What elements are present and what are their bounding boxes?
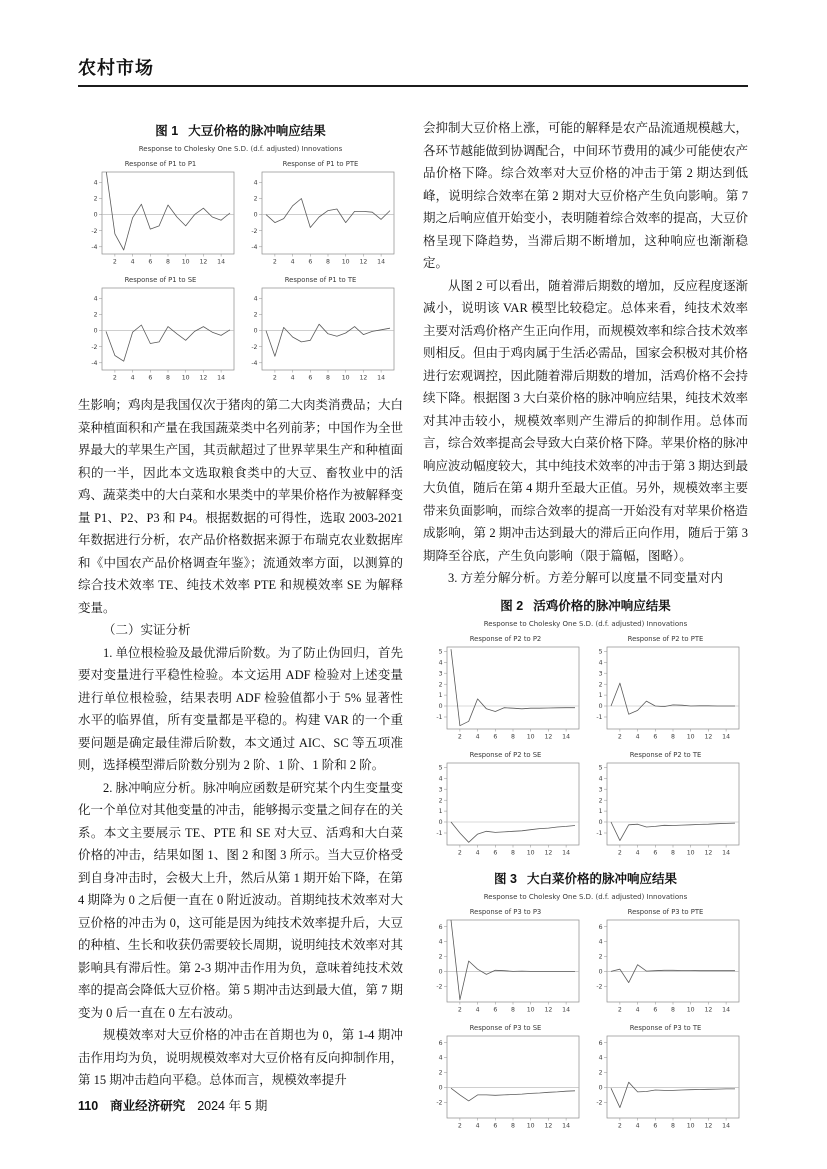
svg-text:4: 4 xyxy=(635,1122,640,1129)
figure-1-caption-label: 图 1 xyxy=(155,124,179,138)
subplot-response-of-p2-to-se xyxy=(430,747,582,861)
svg-text:14: 14 xyxy=(376,374,385,381)
figure-1-chart-grid xyxy=(78,156,403,386)
svg-text:4: 4 xyxy=(253,295,257,303)
svg-text:10: 10 xyxy=(181,374,190,381)
svg-text:12: 12 xyxy=(198,374,207,381)
svg-text:6: 6 xyxy=(147,258,152,265)
svg-text:6: 6 xyxy=(438,923,442,931)
right-paragraph-3: 3. 方差分解分析。方差分解可以度量不同变量对内 xyxy=(448,571,724,585)
figure-2-chart-grid xyxy=(423,631,748,861)
svg-text:2: 2 xyxy=(457,1006,462,1013)
header-rule xyxy=(78,85,748,87)
svg-text:4: 4 xyxy=(475,1122,480,1129)
svg-text:0: 0 xyxy=(438,1084,442,1091)
svg-text:4: 4 xyxy=(475,849,480,856)
svg-text:0: 0 xyxy=(598,968,602,975)
svg-text:12: 12 xyxy=(703,1122,712,1129)
svg-text:6: 6 xyxy=(652,733,657,740)
svg-text:3: 3 xyxy=(598,669,602,677)
svg-text:1: 1 xyxy=(598,807,602,815)
subplot-title: Response of P2 to TE xyxy=(629,750,702,759)
svg-text:2: 2 xyxy=(598,953,602,961)
svg-text:8: 8 xyxy=(325,258,330,265)
svg-text:10: 10 xyxy=(686,1006,695,1013)
page-footer xyxy=(78,1096,267,1114)
svg-text:2: 2 xyxy=(438,1069,442,1077)
svg-text:0: 0 xyxy=(598,818,602,826)
svg-text:2: 2 xyxy=(617,1122,622,1129)
svg-text:-4: -4 xyxy=(90,243,97,251)
subplot-title: Response of P3 to PTE xyxy=(627,907,704,916)
figure-2-caption xyxy=(423,596,748,614)
svg-text:2: 2 xyxy=(617,849,622,856)
svg-text:0: 0 xyxy=(253,211,257,219)
figure-2-caption-label: 图 2 xyxy=(500,598,524,613)
svg-text:8: 8 xyxy=(510,849,515,856)
svg-text:8: 8 xyxy=(510,1122,515,1129)
svg-text:-4: -4 xyxy=(250,243,257,251)
figure-2 xyxy=(423,596,748,861)
svg-text:2: 2 xyxy=(112,258,117,265)
figure-3-caption-text: 大白菜价格的脉冲响应结果 xyxy=(526,871,677,886)
svg-text:-2: -2 xyxy=(250,343,257,351)
svg-text:14: 14 xyxy=(561,1006,570,1013)
left-subsection-heading: （二）实证分析 xyxy=(103,623,191,637)
left-paragraph-4: 规模效率对大豆价格的冲击在首期也为 0，第 1-4 期冲击作用均为负，说明规模效率对大豆价格有反向抑制作用，第 15 期冲击趋向平稳。总体而言，规模效率提升 xyxy=(78,1028,404,1087)
svg-text:4: 4 xyxy=(475,1006,480,1013)
svg-text:4: 4 xyxy=(130,374,135,381)
svg-text:-1: -1 xyxy=(435,829,442,837)
subplot-title: Response of P1 to TE xyxy=(284,276,357,284)
svg-text:6: 6 xyxy=(652,1006,657,1013)
svg-text:4: 4 xyxy=(438,774,442,782)
svg-text:10: 10 xyxy=(341,374,350,381)
svg-text:6: 6 xyxy=(492,1122,497,1129)
svg-text:3: 3 xyxy=(438,785,442,793)
svg-text:-1: -1 xyxy=(435,713,442,721)
figure-3-caption-label: 图 3 xyxy=(494,871,517,886)
figure-3 xyxy=(423,869,748,1134)
subplot-response-of-p3-to-p3 xyxy=(430,904,582,1018)
subplot-response-of-p3-to-te xyxy=(590,1020,742,1134)
section-header-label: 农村市场 xyxy=(78,58,154,78)
subplot-response-of-p3-to-se xyxy=(430,1020,582,1134)
figure-3-chart-title: Response to Cholesky One S.D. (d.f. adjusted) Innovations xyxy=(483,892,688,901)
subplot-title: Response of P1 to SE xyxy=(124,276,197,284)
svg-text:2: 2 xyxy=(112,374,117,381)
svg-text:10: 10 xyxy=(686,1122,695,1129)
left-paragraph-3: 2. 脉冲响应分析。脉冲响应函数是研究某个内生变量变化一个单位对其他变量的冲击，能够揭示变量之间存在的关系。本文主要展示 TE、PTE 和 SE 对大豆、活鸡和大白菜价格的冲击，结果如图 1、图 2 和图 3 所示。当大豆价格受到自身冲击时，会极大上升，然后从第 1 期开始下降，在第 4 期降为 0 之后便一直在 0 附近波动。首期纯技术效率对大豆价格的冲击为 0，这可能是因为纯技术效率提升后，大豆的种植、生长和收获仍需要较长周期，说明纯技术效率对其影响具有滞后性。第 2-3 期冲击作用为负，意味着纯技术效率的提高会降低大豆价格。第 5 期冲击达到最大值，第 7 期变为 0 后一直在 0 左右波动。 xyxy=(78,780,404,1020)
subplot-response-of-p3-to-pte xyxy=(590,904,742,1018)
svg-text:2: 2 xyxy=(457,733,462,740)
impulse-response-plot xyxy=(590,917,742,1013)
two-column-body xyxy=(78,117,748,1142)
svg-text:-1: -1 xyxy=(595,829,602,837)
subplot-title: Response of P3 to SE xyxy=(469,1023,542,1032)
svg-text:2: 2 xyxy=(617,733,622,740)
svg-text:0: 0 xyxy=(253,327,257,335)
left-column xyxy=(78,117,403,1142)
svg-text:1: 1 xyxy=(438,691,442,699)
svg-text:4: 4 xyxy=(598,938,602,946)
svg-text:4: 4 xyxy=(438,1054,442,1062)
figure-2-chart-title: Response to Cholesky One S.D. (d.f. adjusted) Innovations xyxy=(483,619,688,628)
figure-3-chart-grid xyxy=(423,904,748,1134)
svg-text:8: 8 xyxy=(165,374,170,381)
svg-text:4: 4 xyxy=(598,1054,602,1062)
right-paragraph-2: 从图 2 可以看出，随着滞后期数的增加，反应程度逐渐减小，说明该 VAR 模型比较稳定。总体来看，纯技术效率主要对活鸡价格产生正向作用，而规模效率和综合技术效率则相反。但由于鸡肉属于生活必需品，国家会积极对其价格进行宏观调控，因此随着滞后期数的增加，活鸡价格不会持续下降。根据图 3 大白菜价格的脉冲响应结果，纯技术效率对其冲击较小，规模效率则产生滞后的抑制作用。总体而言，综合效率提高会导致大白菜价格下降。苹果价格的脉冲响应波动幅度较大，其中纯技术效率的冲击于第 3 期达到最大负值，随后在第 4 期升至最大正值。另外，规模效率主要带来负面影响，而综合效率的提高一开始没有对苹果价格造成影响，第 2 期冲击达到最大的滞后正向作用，随后于第 3 期降至谷底，产生负向影响（限于篇幅，图略）。 xyxy=(423,278,749,563)
impulse-response-plot xyxy=(430,760,582,856)
svg-text:0: 0 xyxy=(598,702,602,710)
svg-text:2: 2 xyxy=(438,796,442,804)
svg-text:6: 6 xyxy=(438,1039,442,1047)
svg-text:2: 2 xyxy=(438,953,442,961)
svg-text:1: 1 xyxy=(598,691,602,699)
svg-text:-2: -2 xyxy=(90,227,97,235)
subplot-title: Response of P2 to PTE xyxy=(627,634,704,643)
journal-name: 商业经济研究 xyxy=(110,1099,186,1113)
svg-text:1: 1 xyxy=(438,807,442,815)
svg-text:0: 0 xyxy=(93,327,97,335)
subplot-response-of-p1-to-p1 xyxy=(85,156,237,270)
svg-text:8: 8 xyxy=(510,1006,515,1013)
impulse-response-plot xyxy=(85,169,237,265)
svg-text:14: 14 xyxy=(721,1122,730,1129)
svg-text:12: 12 xyxy=(543,1122,552,1129)
figure-1-caption-text: 大豆价格的脉冲响应结果 xyxy=(188,124,326,138)
svg-text:4: 4 xyxy=(438,658,442,666)
svg-text:2: 2 xyxy=(93,311,97,319)
svg-text:6: 6 xyxy=(492,733,497,740)
svg-text:4: 4 xyxy=(438,938,442,946)
svg-text:14: 14 xyxy=(721,1006,730,1013)
subplot-title: Response of P1 to P1 xyxy=(124,160,197,168)
svg-text:12: 12 xyxy=(703,849,712,856)
svg-text:4: 4 xyxy=(290,374,295,381)
subplot-response-of-p1-to-pte xyxy=(245,156,397,270)
svg-text:3: 3 xyxy=(598,785,602,793)
svg-text:-2: -2 xyxy=(90,343,97,351)
svg-text:-2: -2 xyxy=(595,1098,602,1106)
figure-2-caption-text: 活鸡价格的脉冲响应结果 xyxy=(533,598,671,613)
subplot-title: Response of P2 to SE xyxy=(469,750,542,759)
svg-text:6: 6 xyxy=(307,374,312,381)
svg-text:2: 2 xyxy=(272,258,277,265)
svg-text:6: 6 xyxy=(307,258,312,265)
svg-text:14: 14 xyxy=(376,258,385,265)
impulse-response-plot xyxy=(430,917,582,1013)
svg-text:6: 6 xyxy=(492,1006,497,1013)
svg-text:14: 14 xyxy=(216,374,225,381)
svg-text:14: 14 xyxy=(561,1122,570,1129)
svg-text:14: 14 xyxy=(216,258,225,265)
svg-text:4: 4 xyxy=(598,658,602,666)
page-number: 110 xyxy=(78,1099,99,1113)
svg-text:12: 12 xyxy=(198,258,207,265)
svg-text:-2: -2 xyxy=(250,227,257,235)
svg-text:0: 0 xyxy=(93,211,97,219)
svg-text:8: 8 xyxy=(670,1006,675,1013)
subplot-title: Response of P3 to TE xyxy=(629,1023,702,1032)
svg-text:8: 8 xyxy=(670,733,675,740)
svg-text:2: 2 xyxy=(272,374,277,381)
svg-text:2: 2 xyxy=(438,680,442,688)
subplot-response-of-p2-to-pte xyxy=(590,631,742,745)
svg-text:10: 10 xyxy=(526,1122,535,1129)
subplot-response-of-p1-to-se xyxy=(85,272,237,386)
subplot-response-of-p1-to-te xyxy=(245,272,397,386)
figure-1-chart-title: Response to Cholesky One S.D. (d.f. adjusted) Innovations xyxy=(138,145,343,153)
svg-text:10: 10 xyxy=(526,1006,535,1013)
svg-text:2: 2 xyxy=(253,311,257,319)
impulse-response-plot xyxy=(85,285,237,381)
impulse-response-plot xyxy=(245,169,397,265)
svg-text:2: 2 xyxy=(598,680,602,688)
svg-text:0: 0 xyxy=(598,1084,602,1091)
svg-text:4: 4 xyxy=(598,774,602,782)
svg-text:2: 2 xyxy=(598,796,602,804)
svg-text:5: 5 xyxy=(598,648,602,655)
subplot-title: Response of P1 to PTE xyxy=(282,160,359,168)
svg-text:12: 12 xyxy=(543,849,552,856)
svg-text:10: 10 xyxy=(526,733,535,740)
impulse-response-plot xyxy=(430,644,582,740)
svg-text:2: 2 xyxy=(598,1069,602,1077)
impulse-response-plot xyxy=(590,1033,742,1129)
svg-text:2: 2 xyxy=(93,195,97,203)
subplot-response-of-p2-to-p2 xyxy=(430,631,582,745)
impulse-response-plot xyxy=(590,760,742,856)
svg-text:6: 6 xyxy=(492,849,497,856)
impulse-response-plot xyxy=(430,1033,582,1129)
svg-text:2: 2 xyxy=(617,1006,622,1013)
svg-text:4: 4 xyxy=(253,179,257,187)
figure-3-caption xyxy=(423,869,748,887)
svg-text:8: 8 xyxy=(670,1122,675,1129)
svg-text:12: 12 xyxy=(543,1006,552,1013)
svg-text:14: 14 xyxy=(721,849,730,856)
impulse-response-plot xyxy=(590,644,742,740)
svg-text:14: 14 xyxy=(561,733,570,740)
svg-text:5: 5 xyxy=(438,648,442,655)
svg-text:14: 14 xyxy=(561,849,570,856)
svg-text:-4: -4 xyxy=(90,359,97,367)
page-header xyxy=(78,54,748,87)
subplot-title: Response of P2 to P2 xyxy=(469,634,542,643)
svg-text:12: 12 xyxy=(703,733,712,740)
svg-text:6: 6 xyxy=(147,374,152,381)
svg-text:10: 10 xyxy=(341,258,350,265)
svg-text:-4: -4 xyxy=(250,359,257,367)
svg-text:6: 6 xyxy=(598,923,602,931)
svg-text:6: 6 xyxy=(598,1039,602,1047)
svg-text:2: 2 xyxy=(457,1122,462,1129)
svg-text:8: 8 xyxy=(510,733,515,740)
svg-text:6: 6 xyxy=(652,849,657,856)
svg-text:-1: -1 xyxy=(595,713,602,721)
svg-text:4: 4 xyxy=(635,849,640,856)
svg-text:0: 0 xyxy=(438,818,442,826)
right-paragraph-1: 会抑制大豆价格上涨，可能的解释是农产品流通规模越大，各环节越能做到协调配合，中间环节费用的减少可能使农产品价格下降。综合效率对大豆价格的冲击于第 2 期达到低峰，说明综合效率在第 2 期对大豆价格产生负向影响。第 7 期之后响应值开始变小，表明随着综合效率的提高，大豆价格呈现下降趋势，当滞后期不断增加，这种响应也渐渐稳定。 xyxy=(423,121,749,270)
svg-text:-2: -2 xyxy=(595,982,602,990)
svg-text:4: 4 xyxy=(635,1006,640,1013)
svg-text:12: 12 xyxy=(703,1006,712,1013)
svg-text:10: 10 xyxy=(526,849,535,856)
svg-text:4: 4 xyxy=(93,179,97,187)
svg-text:8: 8 xyxy=(670,849,675,856)
svg-text:8: 8 xyxy=(165,258,170,265)
svg-text:12: 12 xyxy=(358,374,367,381)
svg-text:4: 4 xyxy=(93,295,97,303)
left-paragraph-2: 1. 单位根检验及最优滞后阶数。为了防止伪回归，首先要对变量进行平稳性检验。本文运用 ADF 检验对上述变量进行单位根检验，结果表明 ADF 检验值都小于 5% 显著性水平的临界值，所有变量都是平稳的。构建 VAR 的一个重要问题是确定最佳滞后阶数，本文通过 AIC、SC 等五项准则，选择模型滞后阶数分别为 2 阶、1 阶、1 阶和 2 阶。 xyxy=(78,645,404,772)
svg-text:10: 10 xyxy=(181,258,190,265)
svg-text:14: 14 xyxy=(721,733,730,740)
svg-text:4: 4 xyxy=(130,258,135,265)
svg-text:5: 5 xyxy=(598,764,602,771)
subplot-response-of-p2-to-te xyxy=(590,747,742,861)
svg-text:-2: -2 xyxy=(435,1098,442,1106)
subplot-title: Response of P3 to P3 xyxy=(469,907,542,916)
svg-text:12: 12 xyxy=(358,258,367,265)
impulse-response-plot xyxy=(245,285,397,381)
svg-text:-2: -2 xyxy=(435,982,442,990)
svg-text:10: 10 xyxy=(686,733,695,740)
svg-text:2: 2 xyxy=(253,195,257,203)
svg-text:0: 0 xyxy=(438,702,442,710)
right-column xyxy=(423,117,748,1142)
figure-1 xyxy=(78,121,403,386)
svg-text:12: 12 xyxy=(543,733,552,740)
left-paragraph-1: 生影响；鸡肉是我国仅次于猪肉的第二大肉类消费品；大白菜种植面积和产量在我国蔬菜类中名列前茅；中国作为全世界最大的苹果生产国，其贡献超过了世界苹果生产和种植面积的一半，因此本文选取粮食类中的大豆、畜牧业中的活鸡、蔬菜类中的大白菜和水果类中的苹果价格作为被解释变量 P1、P2、P3 和 P4。根据数据的可得性，选取 2003-2021 年数据进行分析，农产品价格数据来源于布瑞克农业数据库和《中国农产品价格调查年鉴》；流通效率方面，以测算的综合技术效率 TE、纯技术效率 PTE 和规模效率 SE 为解释变量。 xyxy=(78,398,404,615)
svg-text:8: 8 xyxy=(325,374,330,381)
svg-text:4: 4 xyxy=(290,258,295,265)
issue-label: 2024 年 5 期 xyxy=(197,1099,268,1113)
svg-text:2: 2 xyxy=(457,849,462,856)
svg-text:4: 4 xyxy=(635,733,640,740)
figure-1-caption xyxy=(78,121,403,139)
svg-text:3: 3 xyxy=(438,669,442,677)
svg-text:5: 5 xyxy=(438,764,442,771)
svg-text:4: 4 xyxy=(475,733,480,740)
svg-text:6: 6 xyxy=(652,1122,657,1129)
svg-text:0: 0 xyxy=(438,968,442,975)
svg-text:10: 10 xyxy=(686,849,695,856)
